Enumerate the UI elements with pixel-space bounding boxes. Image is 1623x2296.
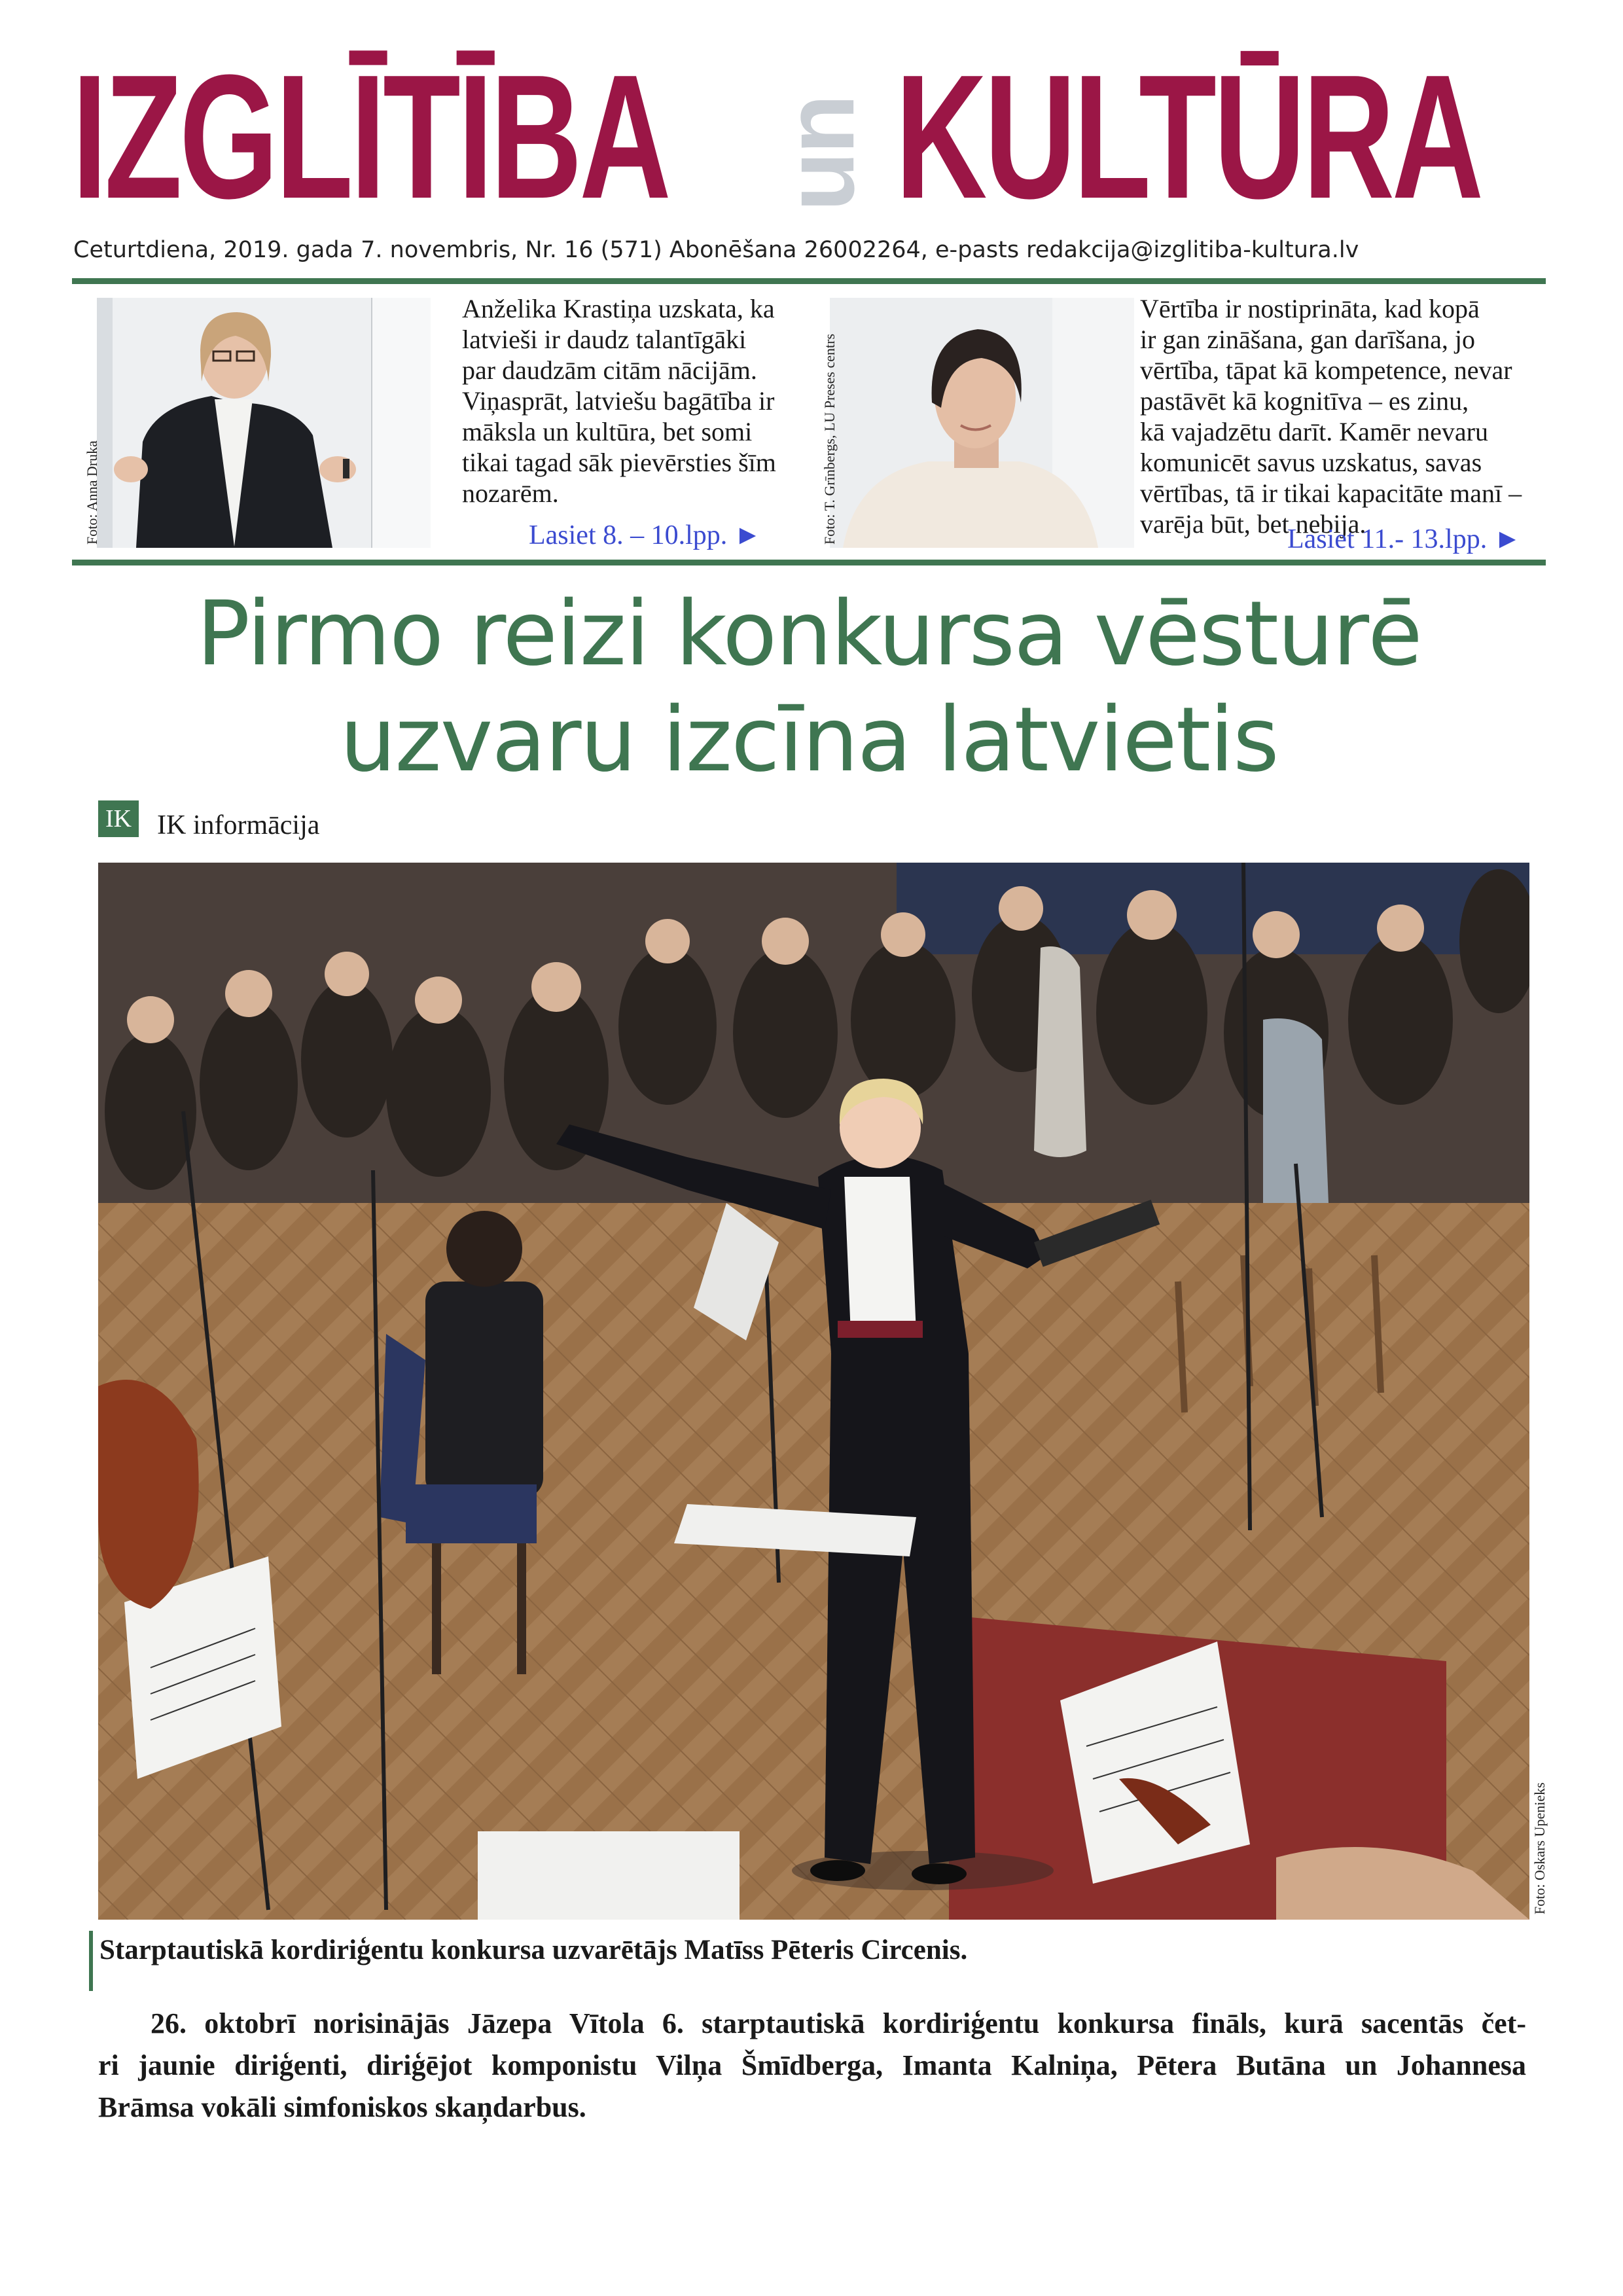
teaser-2-line: varēja būt, bet nebija.	[1140, 509, 1366, 539]
masthead-un	[749, 85, 890, 223]
teaser-2-line: komunicēt savus uzskatus, savas	[1140, 448, 1482, 477]
dateline: Ceturtdiena, 2019. gada 7. novembris, Nr. 16 (571) Abonēšana 26002264, e-pasts redakcija@izglitiba-kultura.lv	[73, 237, 1359, 263]
top-divider	[72, 278, 1546, 284]
headline-divider	[72, 560, 1546, 565]
teaser-1-photo	[97, 298, 431, 548]
teaser-2-photo-credit: Foto: T. Grīnbergs, LU Preses centrs	[821, 333, 838, 545]
teaser-2-text	[1140, 293, 1533, 539]
body-line: 26. oktobrī norisinājās Jāzepa Vītola 6. starptautiskā kordiriģentu konkursa fināls, kurā sacentās čet-	[151, 2007, 1526, 2039]
caption-accent-bar	[89, 1931, 93, 1991]
teaser-2-line: kā vajadzētu darīt. Kamēr nevaru	[1140, 417, 1488, 446]
main-photo-credit: Foto: Oskars Upenieks	[1531, 1782, 1548, 1914]
teaser-1-line: nozarēm.	[462, 478, 559, 508]
masthead-un-text: un	[764, 96, 874, 211]
ik-badge: IK	[98, 800, 139, 837]
teaser-2-line: ir gan zināšana, gan darīšana, jo	[1140, 325, 1476, 354]
teaser-1-line: māksla un kultūra, bet somi	[462, 417, 753, 446]
teaser-2-line: Vērtība ir nostiprināta, kad kopā	[1140, 294, 1480, 323]
teaser-2-photo	[830, 298, 1134, 548]
byline: IK informācija	[157, 810, 320, 840]
teaser-1-line: latvieši ir daudz talantīgāki	[462, 325, 747, 354]
teaser-1-line: Viņasprāt, latviešu bagātība ir	[462, 386, 775, 416]
teaser-2-read-more-link[interactable]: Lasiet 11.- 13.lpp. ►	[1287, 524, 1522, 554]
teaser-2-line: pastāvēt kā kognitīva – es zinu,	[1140, 386, 1469, 416]
main-photo	[98, 863, 1529, 1920]
teaser-1-line: Anželika Krastiņa uzskata, ka	[462, 294, 775, 323]
teaser-1-read-more-link[interactable]: Lasiet 8. – 10.lpp. ►	[529, 520, 762, 550]
photo-caption: Starptautiskā kordiriģentu konkursa uzvarētājs Matīss Pēteris Circenis.	[99, 1935, 968, 1965]
masthead-title-left: IZGLĪTĪBA	[72, 39, 669, 236]
headline	[72, 581, 1546, 793]
masthead-title-right: KULTŪRA	[895, 39, 1481, 236]
headline-line-2: uzvaru izcīna latvietis	[340, 689, 1278, 792]
teaser-1-line: tikai tagad sāk pievērsties šīm	[462, 448, 776, 477]
teaser-2-line: vērtība, tāpat kā kompetence, nevar	[1140, 355, 1512, 385]
teaser-1-line: par daudzām citām nācijām.	[462, 355, 757, 385]
teaser-1-text	[462, 293, 789, 509]
body-line: Brāmsa vokāli simfoniskos skaņdarbus.	[98, 2091, 586, 2123]
teaser-2-line: vērtības, tā ir tikai kapacitāte manī –	[1140, 478, 1522, 508]
teaser-1-photo-credit: Foto: Anna Druka	[84, 440, 100, 545]
article-body	[98, 2003, 1526, 2128]
headline-line-1: Pirmo reizi konkursa vēsturē	[196, 583, 1421, 686]
body-line: ri jaunie diriģenti, diriģējot komponistu Vilņa Šmīdberga, Imanta Kalniņa, Pētera Butāna un Johannesa	[98, 2049, 1526, 2081]
